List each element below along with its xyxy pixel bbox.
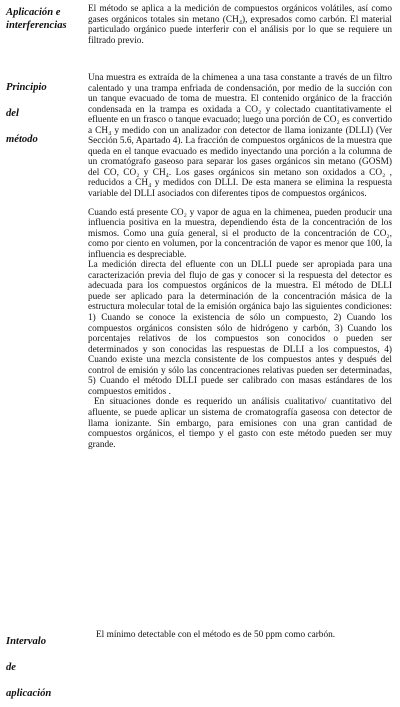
section-body: [88, 73, 392, 450]
paragraph: La medición directa del efluente con un DLLI puede ser apropiada para una caracterización previa del flujo de gas y conocer si la respuesta del detector es adecuada para los compuestos orgánicos de la muestra. El método de DLLI puede ser aplicado para la determinación de la concentración másica de la estructura molecular total de la emisión orgánica bajo las siguientes condiciones: 1) Cuando se conoce la existencia de sólo un compuesto, 2) Cuando los compuestos orgánicos consisten sólo de hidrógeno y carbón, 3) Cuando los porcentajes relativos de los compuestos son conocidos o pueden ser determinados y son conocidas las respuestas de DLLI a los compuestos, 4) Cuando existe una mezcla consistente de los compuestos antes y después del control de emisión y sólo las concentraciones relativas pueden ser determinadas, 5) Cuando el método DLLI puede ser calibrado con masas estándares de los compuestos emitidos .: [88, 260, 392, 397]
section-body: [88, 4, 392, 46]
section-label: [6, 6, 84, 32]
label-line: Intervalo: [6, 636, 47, 647]
label-line: Principio: [6, 82, 47, 93]
section-label: [6, 629, 84, 707]
section-body: [96, 630, 392, 641]
paragraph: El mínimo detectable con el método es de 50 ppm como carbón.: [96, 630, 336, 640]
label-line: aplicación: [6, 688, 52, 699]
paragraph: El método se aplica a la medición de compuestos orgánicos volátiles, así como gases orgánicos totales sin metano (CH₄), expresados como carbón. El material particulado orgánico puede interferir con el análisis por lo que se requiere un filtrado previo.: [88, 4, 392, 46]
paragraph: En situaciones donde es requerido un análisis cualitativo/ cuantitativo del afluente, se puede aplicar un sistema de cromatografía gaseosa con detector de llama ionizante. Sin embargo, para emisiones con una gran cantidad de compuestos orgánicos, el tiempo y el gasto con este método pueden ser muy grande.: [88, 397, 392, 450]
section-label: [6, 75, 84, 153]
label-line: del: [6, 108, 19, 119]
label-line: Aplicación e: [6, 7, 61, 18]
paragraph: Una muestra es extraída de la chimenea a una tasa constante a través de un filtro calentado y una trampa enfriada de condensación, por medio de la succión con un tanque evacuado de toma de muestra. El contenido orgánico de la fracción condensada en la trampa es oxidada a CO₂ y colectado cuantitativamente el efluente en un frasco o tanque evacuado; luego una porción de CO₂ es convertido a CH₄ y medido con un analizador con detector de llama ionizante (DLLI) (Ver Sección 5.6, Apartado 4). La fracción de compuestos orgánicos de la muestra que queda en el tanque evacuado es medido inyectando una porción a la columna de un cromatógrafo gaseoso para separar los gases orgánicos sin metano (GOSM) del CO, CO₂ y CH₄. Los gases orgánicos sin metano son oxidados a CO₂ , reducidos a CH₄ y medidos con DLLI. De esta manera se elimina la respuesta variable del DLLI asociados con diferentes tipos de compuestos orgánicos.: [88, 73, 392, 200]
label-line: método: [6, 134, 38, 145]
label-line: de: [6, 662, 16, 673]
label-line: interferencias: [6, 20, 67, 31]
paragraph: Cuando está presente CO₂ y vapor de agua en la chimenea, pueden producir una influencia positiva en la muestra, dependiendo ésta de la concentración de los mismos. Como una guía general, si el producto de la concentración de CO₂, como por ciento en volumen, por la concentración de vapor es menor que 100, la influencia es despreciable.: [88, 207, 392, 260]
